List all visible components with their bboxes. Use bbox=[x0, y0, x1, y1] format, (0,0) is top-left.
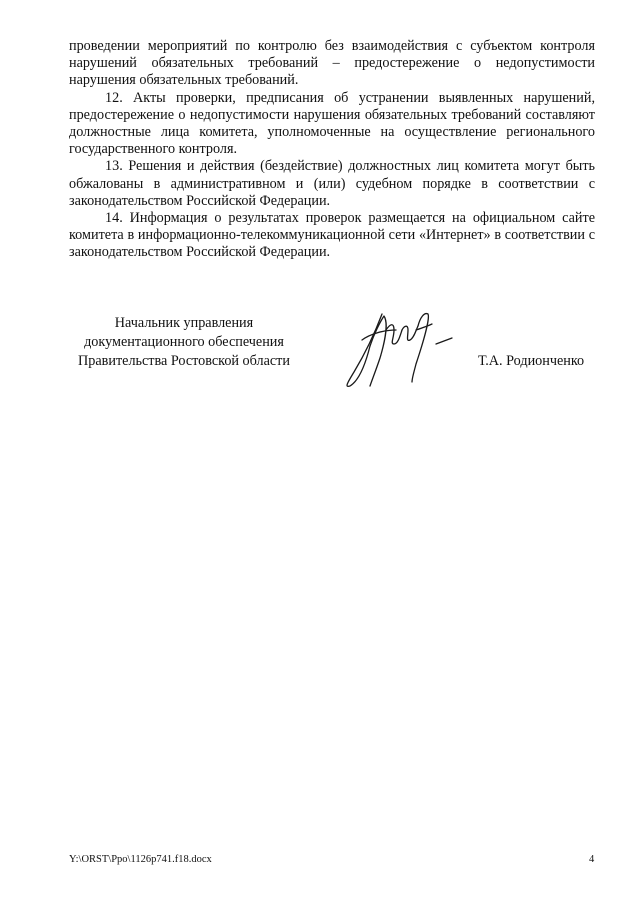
document-body bbox=[69, 38, 595, 262]
page-number: 4 bbox=[589, 854, 595, 865]
handwritten-signature bbox=[336, 300, 456, 400]
paragraph-13: 13. Решения и действия (бездействие) должностных лиц комитета могут быть обжалованы в административном и (или) судебном порядке в соответствии с законодательством Российской Федерации. bbox=[69, 158, 595, 209]
signatory-name: Т.А. Родионченко bbox=[478, 353, 585, 369]
signatory-title-line: документационного обеспечения bbox=[84, 334, 284, 350]
paragraph-continuation: проведении мероприятий по контролю без взаимодействия с субъектом контроля нарушений обязательных требований – предостережение о недопустимости нарушения обязательных требований. bbox=[69, 38, 595, 89]
signatory-title bbox=[68, 314, 300, 371]
footer-file-path: Y:\ORST\Ppo\1126p741.f18.docx bbox=[69, 854, 212, 865]
signatory-title-line: Начальник управления bbox=[114, 315, 254, 331]
paragraph-12: 12. Акты проверки, предписания об устранении выявленных нарушений, предостережение о недопустимости нарушения обязательных требований составляют должностные лица комитета, уполномоченные на осуществление регионального государственного контроля. bbox=[69, 89, 595, 158]
signatory-title-line: Правительства Ростовской области bbox=[78, 353, 290, 369]
paragraph-14: 14. Информация о результатах проверок размещается на официальном сайте комитета в информационно-телекоммуникационной сети «Интернет» в соответствии с законодательством Российской Федерации. bbox=[69, 210, 595, 261]
